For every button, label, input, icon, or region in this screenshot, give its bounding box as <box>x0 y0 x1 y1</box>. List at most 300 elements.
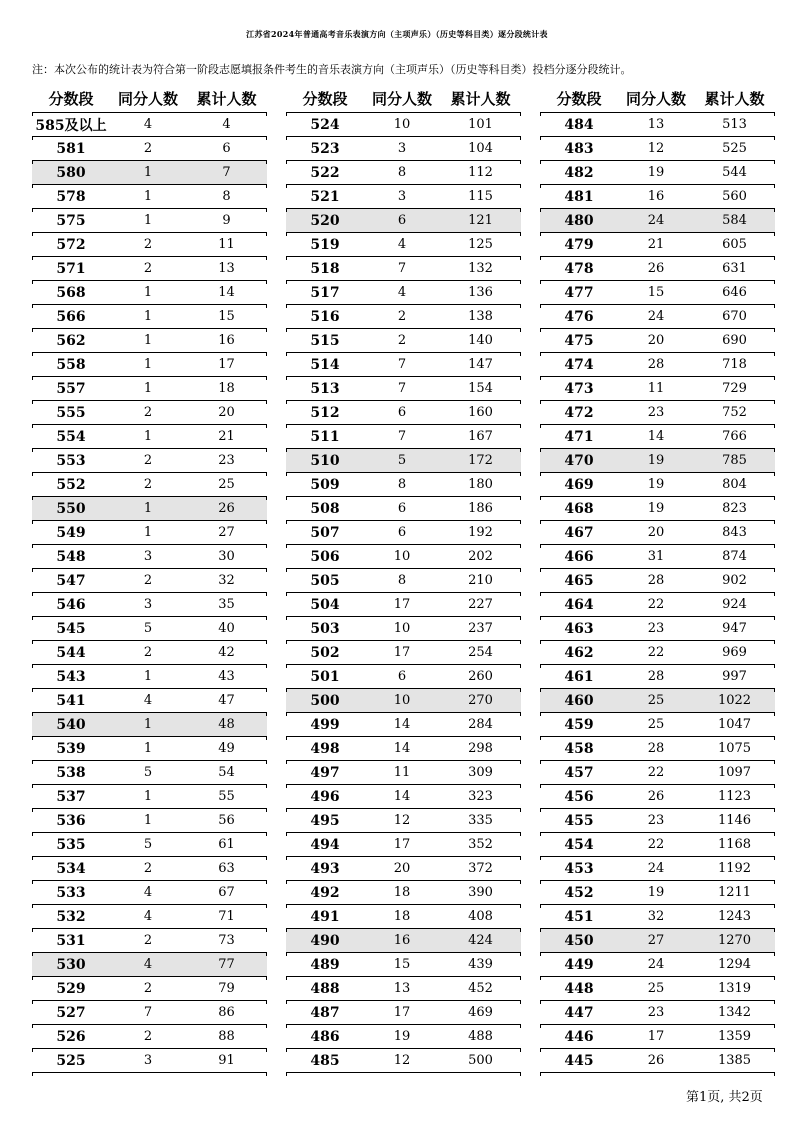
cumulative-count-cell: 560 <box>722 189 747 204</box>
table-row <box>540 280 775 304</box>
score-cell: 557 <box>56 380 86 397</box>
score-cell: 480 <box>564 212 594 229</box>
table-row <box>540 592 775 616</box>
score-cell: 472 <box>564 404 594 421</box>
cumulative-count-cell: 1211 <box>717 885 752 900</box>
score-cell: 522 <box>310 164 340 181</box>
score-cell: 558 <box>56 356 86 373</box>
same-score-count-cell: 15 <box>393 957 411 972</box>
cumulative-count-cell: 1359 <box>717 1029 752 1044</box>
score-cell: 562 <box>56 332 86 349</box>
cumulative-count-cell: 35 <box>218 597 235 612</box>
cumulative-count-cell: 160 <box>468 405 493 420</box>
cumulative-count-cell: 997 <box>722 669 747 684</box>
same-score-count-cell: 6 <box>397 405 407 420</box>
same-score-count-cell: 3 <box>397 141 407 156</box>
score-cell: 523 <box>310 140 340 157</box>
table-row <box>540 1048 775 1072</box>
cumulative-count-cell: 140 <box>468 333 493 348</box>
cumulative-count-cell: 138 <box>468 309 493 324</box>
score-cell: 525 <box>56 1052 86 1069</box>
score-cell: 481 <box>564 188 594 205</box>
table-row <box>286 256 521 280</box>
score-cell: 510 <box>310 452 340 469</box>
table-row <box>286 568 521 592</box>
same-score-count-cell: 7 <box>397 381 407 396</box>
cumulative-count-cell: 101 <box>468 117 493 132</box>
header-same-score-count: 同分人数 <box>117 90 178 108</box>
table-row <box>32 520 267 544</box>
table-row <box>540 976 775 1000</box>
same-score-count-cell: 19 <box>393 1029 411 1044</box>
same-score-count-cell: 1 <box>143 525 153 540</box>
score-cell: 511 <box>310 428 340 445</box>
score-cell: 517 <box>310 284 340 301</box>
score-cell: 540 <box>56 716 86 733</box>
table-row <box>286 616 521 640</box>
table-row <box>32 232 267 256</box>
table-row <box>286 544 521 568</box>
table-row <box>32 352 267 376</box>
score-cell: 465 <box>564 572 594 589</box>
cumulative-count-cell: 21 <box>218 429 235 444</box>
cumulative-count-cell: 424 <box>468 933 493 948</box>
cumulative-count-cell: 16 <box>218 333 235 348</box>
cumulative-count-cell: 17 <box>218 357 235 372</box>
same-score-count-cell: 7 <box>397 429 407 444</box>
score-cell: 475 <box>564 332 594 349</box>
table-row <box>540 232 775 256</box>
score-cell: 504 <box>310 596 340 613</box>
score-cell: 514 <box>310 356 340 373</box>
same-score-count-cell: 17 <box>393 597 411 612</box>
table-row <box>540 640 775 664</box>
score-cell: 498 <box>310 740 340 757</box>
table-row <box>32 208 267 232</box>
score-cell: 470 <box>564 452 594 469</box>
cumulative-count-cell: 112 <box>468 165 493 180</box>
score-cell: 512 <box>310 404 340 421</box>
same-score-count-cell: 25 <box>647 693 665 708</box>
cumulative-count-cell: 154 <box>468 381 493 396</box>
cumulative-count-cell: 690 <box>722 333 747 348</box>
score-cell: 526 <box>56 1028 86 1045</box>
same-score-count-cell: 23 <box>647 813 665 828</box>
score-cell: 492 <box>310 884 340 901</box>
table-row <box>540 448 775 472</box>
cumulative-count-cell: 4 <box>222 117 231 132</box>
same-score-count-cell: 10 <box>393 693 411 708</box>
score-cell: 578 <box>56 188 86 205</box>
table-row <box>286 712 521 736</box>
score-cell: 476 <box>564 308 594 325</box>
same-score-count-cell: 1 <box>143 741 153 756</box>
score-table-column-1 <box>32 85 267 1073</box>
score-cell: 537 <box>56 788 86 805</box>
same-score-count-cell: 2 <box>143 261 153 276</box>
same-score-count-cell: 19 <box>647 165 665 180</box>
cumulative-count-cell: 61 <box>218 837 235 852</box>
score-cell: 473 <box>564 380 594 397</box>
cumulative-count-cell: 23 <box>218 453 235 468</box>
score-cell: 494 <box>310 836 340 853</box>
cumulative-count-cell: 584 <box>722 213 747 228</box>
cumulative-count-cell: 488 <box>468 1029 493 1044</box>
same-score-count-cell: 2 <box>397 333 407 348</box>
table-row <box>286 376 521 400</box>
table-bottom-rule <box>540 1072 775 1073</box>
score-cell: 580 <box>56 164 86 181</box>
score-cell: 477 <box>564 284 594 301</box>
header-score-range: 分数段 <box>556 90 602 108</box>
header-cumulative-count: 累计人数 <box>704 90 765 108</box>
same-score-count-cell: 2 <box>143 477 153 492</box>
cumulative-count-cell: 1168 <box>717 837 752 852</box>
score-cell: 518 <box>310 260 340 277</box>
cumulative-count-cell: 390 <box>468 885 493 900</box>
cumulative-count-cell: 167 <box>468 429 493 444</box>
table-row <box>32 496 267 520</box>
same-score-count-cell: 23 <box>647 405 665 420</box>
same-score-count-cell: 11 <box>393 765 411 780</box>
score-cell: 485 <box>310 1052 340 1069</box>
same-score-count-cell: 13 <box>393 981 411 996</box>
cumulative-count-cell: 26 <box>218 501 235 516</box>
table-row <box>540 400 775 424</box>
table-row <box>286 328 521 352</box>
same-score-count-cell: 11 <box>647 381 665 396</box>
same-score-count-cell: 23 <box>647 1005 665 1020</box>
cumulative-count-cell: 15 <box>218 309 235 324</box>
score-cell: 520 <box>310 212 340 229</box>
cumulative-count-cell: 6 <box>222 141 231 156</box>
cumulative-count-cell: 544 <box>722 165 747 180</box>
table-row <box>32 448 267 472</box>
table-row <box>286 280 521 304</box>
score-cell: 500 <box>310 692 340 709</box>
cumulative-count-cell: 91 <box>218 1053 235 1068</box>
cumulative-count-cell: 452 <box>468 981 493 996</box>
cumulative-count-cell: 77 <box>218 957 235 972</box>
same-score-count-cell: 8 <box>397 477 407 492</box>
same-score-count-cell: 10 <box>393 621 411 636</box>
same-score-count-cell: 2 <box>397 309 407 324</box>
cumulative-count-cell: 20 <box>218 405 235 420</box>
table-row <box>32 184 267 208</box>
table-row <box>32 952 267 976</box>
same-score-count-cell: 4 <box>143 909 153 924</box>
same-score-count-cell: 25 <box>647 981 665 996</box>
same-score-count-cell: 1 <box>143 189 153 204</box>
table-row <box>32 136 267 160</box>
score-cell: 466 <box>564 548 594 565</box>
score-cell: 463 <box>564 620 594 637</box>
same-score-count-cell: 5 <box>397 453 407 468</box>
score-cell: 568 <box>56 284 86 301</box>
cumulative-count-cell: 27 <box>218 525 235 540</box>
score-cell: 571 <box>56 260 86 277</box>
cumulative-count-cell: 210 <box>468 573 493 588</box>
cumulative-count-cell: 804 <box>722 477 747 492</box>
same-score-count-cell: 2 <box>143 645 153 660</box>
same-score-count-cell: 23 <box>647 621 665 636</box>
cumulative-count-cell: 237 <box>468 621 493 636</box>
cumulative-count-cell: 13 <box>218 261 235 276</box>
cumulative-count-cell: 1146 <box>717 813 752 828</box>
same-score-count-cell: 25 <box>647 717 665 732</box>
same-score-count-cell: 2 <box>143 405 153 420</box>
table-row <box>286 592 521 616</box>
score-cell: 575 <box>56 212 86 229</box>
cumulative-count-cell: 500 <box>468 1053 493 1068</box>
score-cell: 488 <box>310 980 340 997</box>
score-cell: 529 <box>56 980 86 997</box>
same-score-count-cell: 14 <box>393 741 411 756</box>
same-score-count-cell: 1 <box>143 669 153 684</box>
table-row <box>540 928 775 952</box>
score-cell: 483 <box>564 140 594 157</box>
score-cell: 468 <box>564 500 594 517</box>
cumulative-count-cell: 121 <box>468 213 493 228</box>
header-score-range: 分数段 <box>302 90 348 108</box>
cumulative-count-cell: 874 <box>722 549 747 564</box>
score-cell: 546 <box>56 596 86 613</box>
score-cell: 553 <box>56 452 86 469</box>
table-row <box>32 832 267 856</box>
same-score-count-cell: 1 <box>143 429 153 444</box>
score-cell: 496 <box>310 788 340 805</box>
same-score-count-cell: 19 <box>647 885 665 900</box>
cumulative-count-cell: 47 <box>218 693 235 708</box>
table-header <box>286 85 521 112</box>
table-row <box>32 280 267 304</box>
same-score-count-cell: 22 <box>647 645 665 660</box>
table-row <box>32 904 267 928</box>
score-cell: 469 <box>564 476 594 493</box>
cumulative-count-cell: 1385 <box>717 1053 752 1068</box>
score-cell: 460 <box>564 692 594 709</box>
score-cell: 458 <box>564 740 594 757</box>
score-cell: 539 <box>56 740 86 757</box>
table-row <box>540 496 775 520</box>
score-cell: 541 <box>56 692 86 709</box>
table-row <box>286 136 521 160</box>
table-row <box>286 736 521 760</box>
same-score-count-cell: 1 <box>143 357 153 372</box>
table-header <box>540 85 775 112</box>
same-score-count-cell: 3 <box>143 597 153 612</box>
table-row <box>32 592 267 616</box>
header-cumulative-count: 累计人数 <box>196 90 257 108</box>
score-cell: 550 <box>56 500 86 517</box>
same-score-count-cell: 3 <box>397 189 407 204</box>
same-score-count-cell: 4 <box>397 237 407 252</box>
cumulative-count-cell: 631 <box>722 261 747 276</box>
score-cell: 482 <box>564 164 594 181</box>
table-row <box>540 376 775 400</box>
header-cumulative-count: 累计人数 <box>450 90 511 108</box>
table-row <box>286 928 521 952</box>
table-row <box>32 880 267 904</box>
page-number: 第1页, 共2页 <box>686 1090 763 1105</box>
same-score-count-cell: 7 <box>143 1005 153 1020</box>
same-score-count-cell: 12 <box>647 141 665 156</box>
cumulative-count-cell: 186 <box>468 501 493 516</box>
score-cell: 489 <box>310 956 340 973</box>
table-row <box>286 520 521 544</box>
cumulative-count-cell: 335 <box>468 813 493 828</box>
table-row <box>32 376 267 400</box>
score-cell: 491 <box>310 908 340 925</box>
table-row <box>32 688 267 712</box>
table-row <box>540 808 775 832</box>
cumulative-count-cell: 525 <box>722 141 747 156</box>
score-cell: 490 <box>310 932 340 949</box>
same-score-count-cell: 8 <box>397 573 407 588</box>
same-score-count-cell: 14 <box>393 789 411 804</box>
same-score-count-cell: 24 <box>647 309 665 324</box>
cumulative-count-cell: 125 <box>468 237 493 252</box>
table-row <box>32 1000 267 1024</box>
score-cell: 506 <box>310 548 340 565</box>
score-cell: 486 <box>310 1028 340 1045</box>
cumulative-count-cell: 86 <box>218 1005 235 1020</box>
same-score-count-cell: 28 <box>647 573 665 588</box>
same-score-count-cell: 19 <box>647 477 665 492</box>
table-row <box>540 544 775 568</box>
table-row <box>32 760 267 784</box>
table-row <box>286 664 521 688</box>
table-row <box>32 928 267 952</box>
cumulative-count-cell: 270 <box>468 693 493 708</box>
same-score-count-cell: 1 <box>143 789 153 804</box>
score-cell: 484 <box>564 116 594 133</box>
table-row <box>286 352 521 376</box>
table-row <box>32 808 267 832</box>
table-row <box>32 640 267 664</box>
table-row <box>32 304 267 328</box>
cumulative-count-cell: 43 <box>218 669 235 684</box>
same-score-count-cell: 26 <box>647 261 665 276</box>
table-row <box>286 112 521 136</box>
cumulative-count-cell: 439 <box>468 957 493 972</box>
table-row <box>32 736 267 760</box>
same-score-count-cell: 19 <box>647 501 665 516</box>
cumulative-count-cell: 785 <box>722 453 747 468</box>
cumulative-count-cell: 969 <box>722 645 747 660</box>
cumulative-count-cell: 54 <box>218 765 235 780</box>
score-cell: 450 <box>564 932 594 949</box>
table-row <box>32 568 267 592</box>
cumulative-count-cell: 132 <box>468 261 493 276</box>
same-score-count-cell: 1 <box>143 309 153 324</box>
table-row <box>286 232 521 256</box>
score-cell: 547 <box>56 572 86 589</box>
same-score-count-cell: 2 <box>143 453 153 468</box>
score-cell: 505 <box>310 572 340 589</box>
score-cell: 566 <box>56 308 86 325</box>
cumulative-count-cell: 670 <box>722 309 747 324</box>
cumulative-count-cell: 408 <box>468 909 493 924</box>
same-score-count-cell: 17 <box>393 837 411 852</box>
header-score-range: 分数段 <box>48 90 94 108</box>
score-cell: 531 <box>56 932 86 949</box>
score-cell: 527 <box>56 1004 86 1021</box>
table-row <box>286 448 521 472</box>
cumulative-count-cell: 67 <box>218 885 235 900</box>
cumulative-count-cell: 902 <box>722 573 747 588</box>
score-cell: 536 <box>56 812 86 829</box>
table-row <box>540 352 775 376</box>
cumulative-count-cell: 88 <box>218 1029 235 1044</box>
score-cell: 453 <box>564 860 594 877</box>
cumulative-count-cell: 843 <box>722 525 747 540</box>
cumulative-count-cell: 947 <box>722 621 747 636</box>
cumulative-count-cell: 104 <box>468 141 493 156</box>
score-cell: 532 <box>56 908 86 925</box>
cumulative-count-cell: 469 <box>468 1005 493 1020</box>
cumulative-count-cell: 8 <box>222 189 231 204</box>
same-score-count-cell: 6 <box>397 525 407 540</box>
cumulative-count-cell: 48 <box>218 717 235 732</box>
cumulative-count-cell: 1075 <box>717 741 752 756</box>
score-cell: 452 <box>564 884 594 901</box>
cumulative-count-cell: 323 <box>468 789 493 804</box>
cumulative-count-cell: 73 <box>218 933 235 948</box>
cumulative-count-cell: 1047 <box>717 717 752 732</box>
same-score-count-cell: 4 <box>397 285 407 300</box>
table-row <box>540 856 775 880</box>
table-row <box>540 304 775 328</box>
score-cell: 503 <box>310 620 340 637</box>
same-score-count-cell: 12 <box>393 1053 411 1068</box>
same-score-count-cell: 7 <box>397 357 407 372</box>
table-row <box>540 784 775 808</box>
score-cell: 572 <box>56 236 86 253</box>
score-table-column-3 <box>540 85 775 1073</box>
score-cell: 507 <box>310 524 340 541</box>
cumulative-count-cell: 7 <box>222 165 231 180</box>
same-score-count-cell: 4 <box>143 117 153 132</box>
same-score-count-cell: 15 <box>647 285 665 300</box>
table-row <box>32 256 267 280</box>
table-row <box>540 688 775 712</box>
score-cell: 479 <box>564 236 594 253</box>
same-score-count-cell: 20 <box>393 861 411 876</box>
score-cell: 554 <box>56 428 86 445</box>
table-row <box>540 1000 775 1024</box>
table-header <box>32 85 267 112</box>
same-score-count-cell: 1 <box>143 813 153 828</box>
table-row <box>540 472 775 496</box>
table-row <box>540 328 775 352</box>
cumulative-count-cell: 115 <box>468 189 493 204</box>
same-score-count-cell: 5 <box>143 837 153 852</box>
score-cell: 581 <box>56 140 86 157</box>
table-row <box>32 1024 267 1048</box>
cumulative-count-cell: 79 <box>218 981 235 996</box>
score-cell: 448 <box>564 980 594 997</box>
table-body <box>540 112 775 1073</box>
same-score-count-cell: 20 <box>647 525 665 540</box>
cumulative-count-cell: 284 <box>468 717 493 732</box>
score-cell: 513 <box>310 380 340 397</box>
score-cell: 534 <box>56 860 86 877</box>
cumulative-count-cell: 1294 <box>717 957 752 972</box>
same-score-count-cell: 24 <box>647 213 665 228</box>
score-cell: 524 <box>310 116 340 133</box>
table-row <box>32 424 267 448</box>
